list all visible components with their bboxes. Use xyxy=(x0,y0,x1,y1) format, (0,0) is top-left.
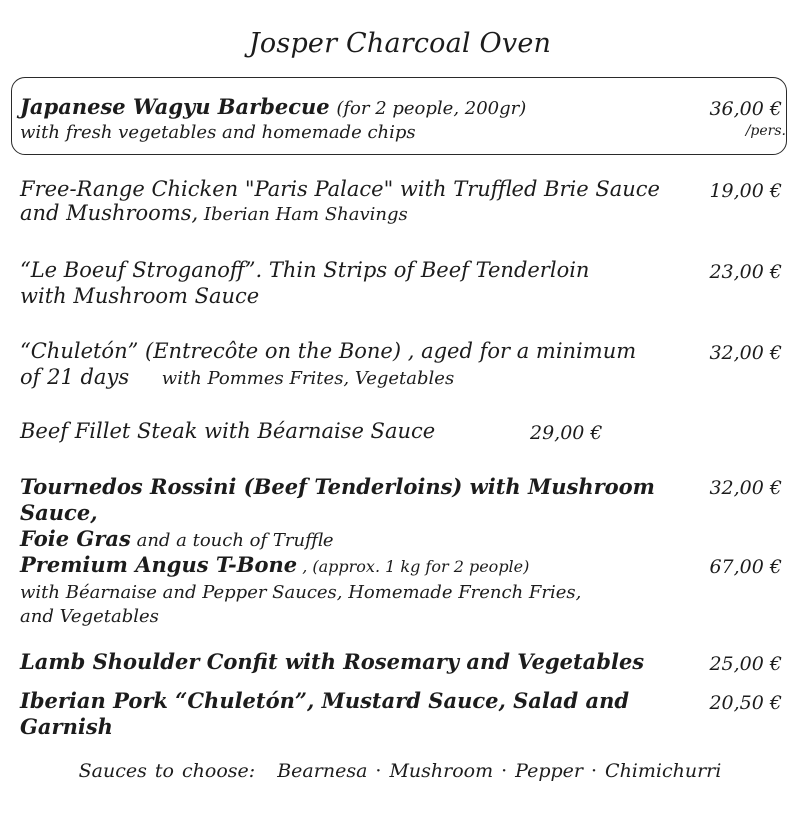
item-name: Tournedos Rossini (Beef Tenderloins) with Mushroom Sauce, xyxy=(20,474,655,525)
sauces-line xyxy=(0,760,800,782)
item-description-cont: and Vegetables xyxy=(20,606,159,627)
item-name: Premium Angus T-Bone xyxy=(20,552,298,577)
item-description: Iberian Ham Shavings xyxy=(198,204,408,225)
item-name: Beef Fillet Steak with Béarnaise Sauce xyxy=(20,419,436,443)
item-aging: of 21 days xyxy=(20,365,130,389)
item-price: 23,00 € xyxy=(709,261,782,283)
item-description: with Béarnaise and Pepper Sauces, Homemade French Fries, xyxy=(20,582,582,603)
item-name: Japanese Wagyu Barbecue xyxy=(20,94,330,119)
item-description: with Mushroom Sauce xyxy=(20,284,260,308)
item-price: 29,00 € xyxy=(530,422,603,444)
item-name: Iberian Pork “Chuletón”, Mustard Sauce, Salad and Garnish xyxy=(20,688,630,739)
menu-item-tbone xyxy=(20,552,690,630)
item-name: Free-Range Chicken "Paris Palace" with Truffled Brie Sauce xyxy=(20,177,660,201)
item-note: , (approx. 1 kg for 2 people) xyxy=(297,557,530,576)
sauce-option: Pepper xyxy=(515,760,583,782)
item-description: with fresh vegetables and homemade chips xyxy=(20,122,416,143)
item-description: and a touch of Truffle xyxy=(130,530,334,551)
menu-item-iberian-pork xyxy=(20,688,710,740)
sauce-separator: · xyxy=(590,760,598,782)
item-price: 36,00 € xyxy=(709,98,782,120)
item-price: 67,00 € xyxy=(709,556,782,578)
item-price: 20,50 € xyxy=(709,692,782,714)
menu-item-wagyu xyxy=(20,94,690,144)
menu-item-stroganoff xyxy=(20,257,690,309)
menu-item-tournedos xyxy=(20,474,690,554)
item-description: with Pommes Frites, Vegetables xyxy=(161,368,455,389)
item-price: 19,00 € xyxy=(709,180,782,202)
menu-item-lamb xyxy=(20,649,690,675)
menu-item-chuleton xyxy=(20,338,690,392)
item-name: “Chuletón” (Entrecôte on the Bone) , aged for a minimum xyxy=(20,339,637,363)
item-name: “Le Boeuf Stroganoff”. Thin Strips of Beef Tenderloin xyxy=(20,258,590,282)
menu-title: Josper Charcoal Oven xyxy=(248,28,552,59)
sauce-option: Chimichurri xyxy=(605,760,722,782)
item-price: 32,00 € xyxy=(709,342,782,364)
menu-item-chicken xyxy=(20,176,690,226)
sauces-label: Sauces to choose: xyxy=(78,760,256,782)
sauce-option: Bearnesa xyxy=(277,760,368,782)
item-note: (for 2 people, 200gr) xyxy=(336,98,527,119)
item-name-cont: and Mushrooms, xyxy=(20,201,199,225)
sauce-option: Mushroom xyxy=(389,760,494,782)
item-name-cont: Foie Gras xyxy=(20,526,131,551)
item-price: 32,00 € xyxy=(709,477,782,499)
price-unit: /pers. xyxy=(745,123,786,139)
sauce-separator: · xyxy=(501,760,508,782)
item-name: Lamb Shoulder Confit with Rosemary and Vegetables xyxy=(20,649,645,674)
item-price: 25,00 € xyxy=(709,653,782,675)
sauce-separator: · xyxy=(375,760,382,782)
